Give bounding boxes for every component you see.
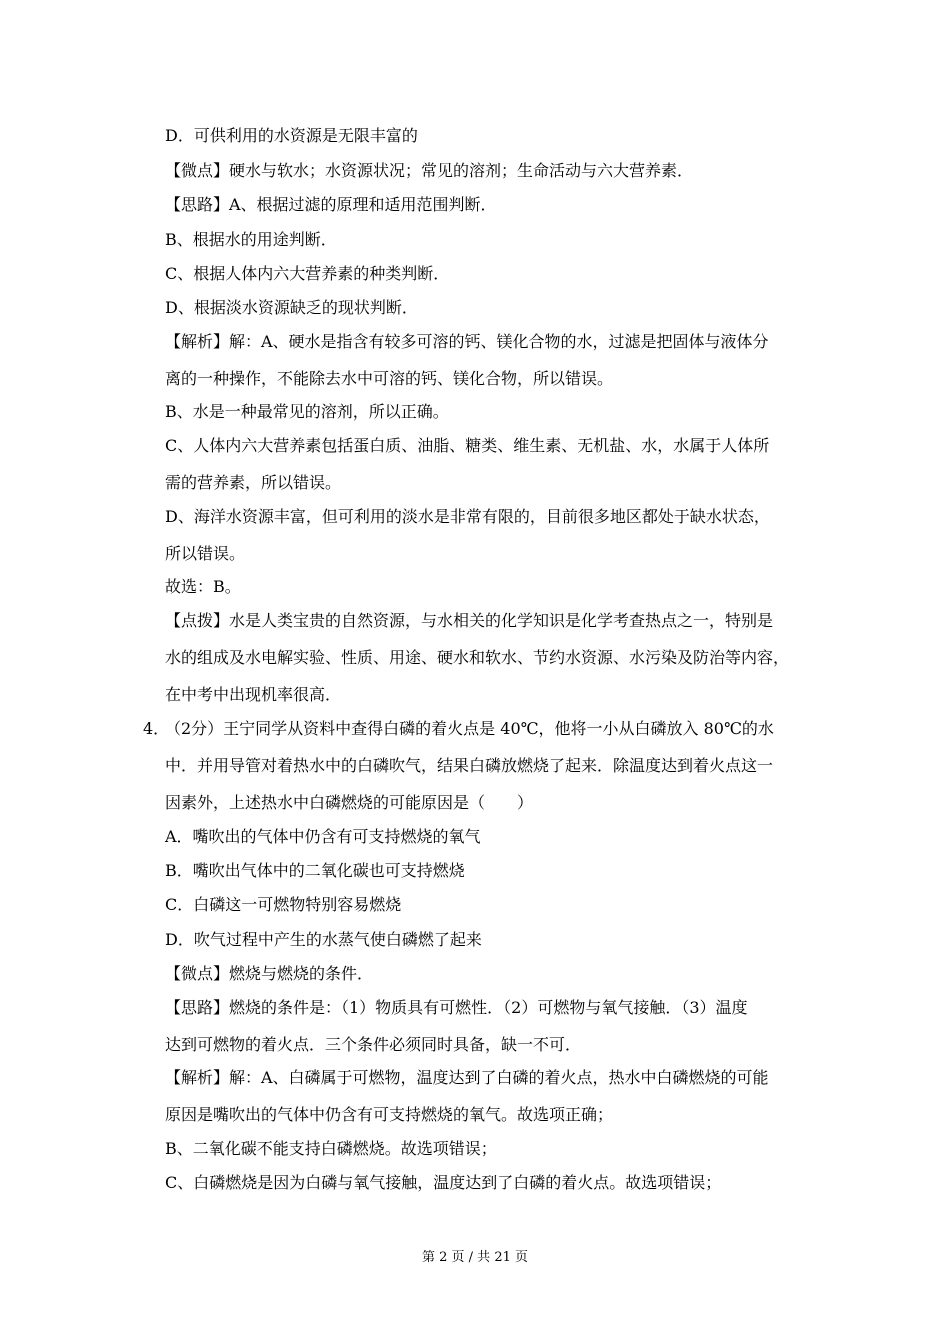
q4-jiexi-line-1: 【解析】解：A、白磷属于可燃物，温度达到了白磷的着火点，热水中白磷燃烧的可能 <box>165 1068 769 1087</box>
q3-dianbo-line-3: 在中考中出现机率很高． <box>165 685 342 704</box>
q4-silu-line-1: 【思路】燃烧的条件是：（1）物质具有可燃性．（2）可燃物与氧气接触．（3）温度 <box>165 998 748 1017</box>
page-footer: 第 2 页 / 共 21 页 <box>422 1250 528 1265</box>
q4-option-a: A．嘴吹出的气体中仍含有可支持燃烧的氧气 <box>165 827 481 846</box>
q3-jiexi-line-4: C、人体内六大营养素包括蛋白质、油脂、糖类、维生素、无机盐、水，水属于人体所 <box>165 436 770 455</box>
q4-number: 4． <box>143 719 170 738</box>
q3-jiexi-line-3: B、水是一种最常见的溶剂，所以正确。 <box>165 402 449 421</box>
q4-stem-line-2: 中．并用导管对着热水中的白磷吹气，结果白磷放燃烧了起来．除温度达到着火点这一 <box>165 756 774 775</box>
q3-jiexi-line-1: 【解析】解：A、硬水是指含有较多可溶的钙、镁化合物的水，过滤是把固体与液体分 <box>165 332 769 351</box>
q4-jiexi-line-3: B、二氧化碳不能支持白磷燃烧。故选项错误； <box>165 1139 497 1158</box>
q4-option-c: C．白磷这一可燃物特别容易燃烧 <box>165 895 402 914</box>
q3-dianbo-line-2: 水的组成及水电解实验、性质、用途、硬水和软水、节约水资源、水污染及防治等内容， <box>165 648 790 667</box>
q4-stem-line-3: 因素外，上述热水中白磷燃烧的可能原因是（ ） <box>165 793 534 812</box>
q3-silu-line-3: C、根据人体内六大营养素的种类判断． <box>165 264 450 283</box>
q3-silu-line-1: 【思路】A、根据过滤的原理和适用范围判断． <box>165 195 497 214</box>
q3-jiexi-line-5: 需的营养素，所以错误。 <box>165 473 342 492</box>
q3-jiexi-line-7: 所以错误。 <box>165 544 246 563</box>
q4-stem-line-1: （2分）王宁同学从资料中查得白磷的着火点是 40℃，他将一小从白磷放入 80℃的水 <box>165 719 774 738</box>
q3-dianbo-line-1: 【点拨】水是人类宝贵的自然资源，与水相关的化学知识是化学考查热点之一，特别是 <box>165 611 774 630</box>
q3-option-d: D．可供利用的水资源是无限丰富的 <box>165 126 418 145</box>
q3-jiexi-line-6: D、海洋水资源丰富，但可利用的淡水是非常有限的，目前很多地区都处于缺水状态， <box>165 507 770 526</box>
q3-silu-line-4: D、根据淡水资源缺乏的现状判断． <box>165 298 418 317</box>
q4-silu-line-2: 达到可燃物的着火点．三个条件必须同时具备，缺一不可． <box>165 1035 582 1054</box>
q3-silu-line-2: B、根据水的用途判断． <box>165 230 337 249</box>
q4-weidian: 【微点】燃烧与燃烧的条件． <box>165 964 374 983</box>
q4-jiexi-line-4: C、白磷燃烧是因为白磷与氧气接触，温度达到了白磷的着火点。故选项错误； <box>165 1173 722 1192</box>
q3-answer: 故选：B。 <box>165 577 241 596</box>
q3-jiexi-line-2: 离的一种操作，不能除去水中可溶的钙、镁化合物，所以错误。 <box>165 369 614 388</box>
q4-option-d: D．吹气过程中产生的水蒸气使白磷燃了起来 <box>165 930 482 949</box>
q3-weidian: 【微点】硬水与软水；水资源状况；常见的溶剂；生命活动与六大营养素． <box>165 161 694 180</box>
q4-jiexi-line-2: 原因是嘴吹出的气体中仍含有可支持燃烧的氧气。故选项正确； <box>165 1105 614 1124</box>
q4-option-b: B．嘴吹出气体中的二氧化碳也可支持燃烧 <box>165 861 465 880</box>
